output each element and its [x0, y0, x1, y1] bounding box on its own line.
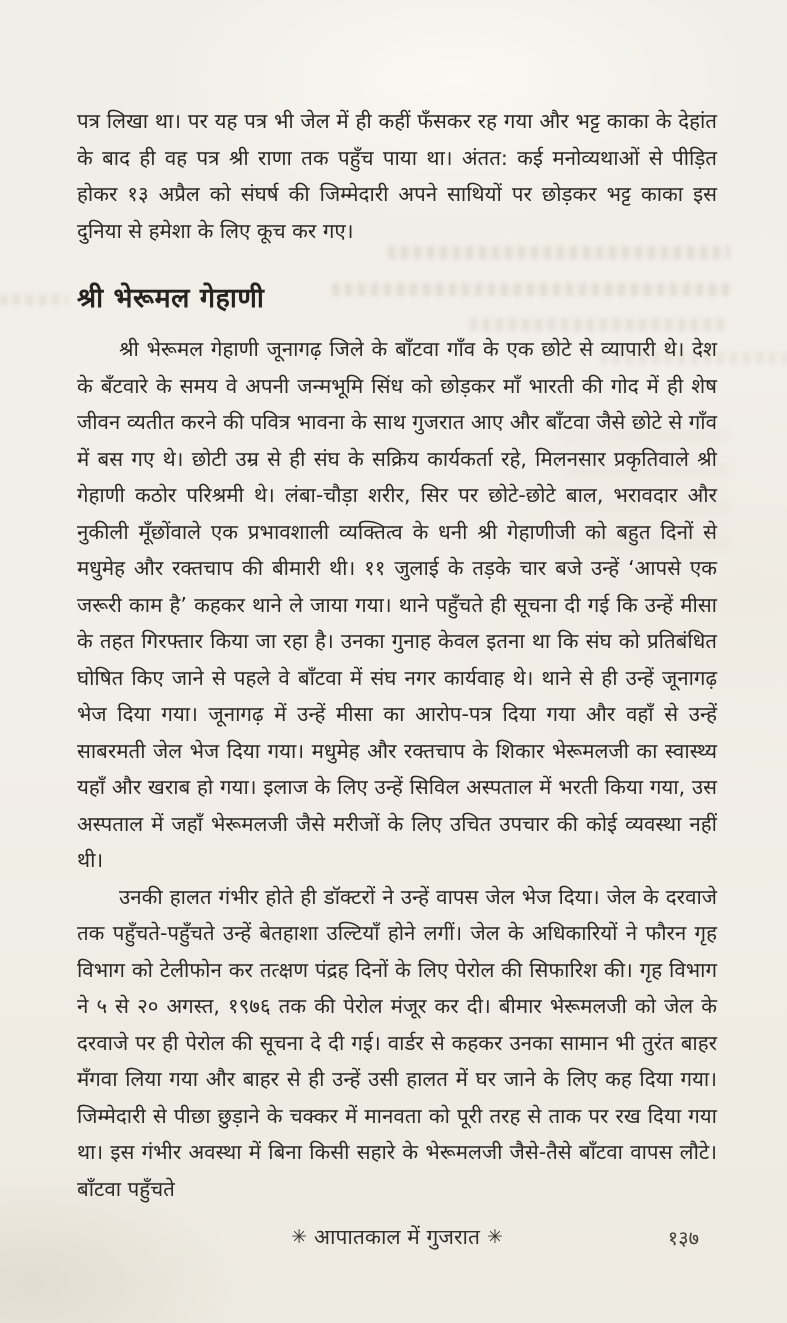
bleedthrough-artifact: [388, 246, 730, 259]
running-title-text: आपातकाल में गुजरात: [314, 1225, 480, 1249]
page-footer: [77, 1221, 717, 1259]
bleedthrough-artifact: [560, 430, 730, 550]
bleedthrough-artifact: [470, 318, 730, 331]
running-title: [77, 1221, 717, 1254]
page-number: १३७: [667, 1226, 699, 1250]
asterisk-icon: ✳: [291, 1226, 308, 1248]
bleedthrough-artifact: [0, 294, 68, 305]
section-paragraph-1: श्री भेरूमल गेहाणी जूनागढ़ जिले के बाँटवा गाँव के एक छोटे से व्यापारी थे। देश के बँटवारे के समय वे अपनी जन्मभूमि सिंध को छोड़कर माँ भारती की गोद में ही शेष जीवन व्यतीत करने की पवित्र भावना के साथ गुजरात आए और बाँटवा जैसे छोटे से गाँव में बस गए थे। छोटी उम्र से ही संघ के सक्रिय कार्यकर्ता रहे, मिलनसार प्रकृतिवाले श्री गेहाणी कठोर परिश्रमी थे। लंबा-चौड़ा शरीर, सिर पर छोटे-छोटे बाल, भरावदार और नुकीली मूँछोंवाले एक प्रभावशाली व्यक्तित्व के धनी श्री गेहाणीजी को बहुत दिनों से मधुमेह और रक्तचाप की बीमारी थी। ११ जुलाई के तड़के चार बजे उन्हें ‘आपसे एक जरूरी काम है’ कहकर थाने ले जाया गया। थाने पहुँचते ही सूचना दी गई कि उन्हें मीसा के तहत गिरफ्तार किया जा रहा है। उनका गुनाह केवल इतना था कि संघ को प्रतिबंधित घोषित किए जाने से पहले वे बाँटवा में संघ नगर कार्यवाह थे। थाने से ही उन्हें जूनागढ़ भेज दिया गया। जूनागढ़ में उन्हें मीसा का आरोप-पत्र दिया गया और वहाँ से उन्हें साबरमती जेल भेज दिया गया। मधुमेह और रक्तचाप के शिकार भेरूमलजी का स्वास्थ्य यहाँ और खराब हो गया। इलाज के लिए उन्हें सिविल अस्पताल में भरती किया गया, उस अस्पताल में जहाँ भेरूमलजी जैसे मरीजों के लिए उचित उपचार की कोई व्यवस्था नहीं थी।: [77, 337, 717, 872]
asterisk-icon: ✳: [486, 1226, 503, 1248]
bleedthrough-artifact: [600, 352, 787, 364]
opening-paragraph: पत्र लिखा था। पर यह पत्र भी जेल में ही कहीं फँसकर रह गया और भट्ट काका के देहांत के बाद ही वह पत्र श्री राणा तक पहुँच पाया था। अंतत: कई मनोव्यथाओं से पीड़ित होकर १३ अप्रैल को संघर्ष की जिम्मेदारी अपने साथियों पर छोड़कर भट्ट काका इस दुनिया से हमेशा के लिए कूच कर गए।: [77, 109, 717, 243]
page-text-block: [77, 103, 717, 1207]
bleedthrough-artifact: [332, 283, 730, 296]
section-paragraph-2: उनकी हालत गंभीर होते ही डॉक्टरों ने उन्हें वापस जेल भेज दिया। जेल के दरवाजे तक पहुँचते-पहुँचते उन्हें बेतहाशा उल्टियाँ होने लगीं। जेल के अधिकारियों ने फौरन गृह विभाग को टेलीफोन कर तत्क्षण पंद्रह दिनों के लिए पेरोल की सिफारिश की। गृह विभाग ने ५ से २० अगस्त, १९७६ तक की पेरोल मंजूर कर दी। बीमार भेरूमलजी को जेल के दरवाजे पर ही पेरोल की सूचना दे दी गई। वार्डर से कहकर उनका सामान भी तुरंत बाहर मँगवा लिया गया और बाहर से ही उन्हें उसी हालत में घर जाने के लिए कह दिया गया। जिम्मेदारी से पीछा छुड़ाने के चक्कर में मानवता को पूरी तरह से ताक पर रख दिया गया था। इस गंभीर अवस्था में बिना किसी सहारे के भेरूमलजी जैसे-तैसे बाँटवा वापस लौटे। बाँटवा पहुँचते: [77, 884, 717, 1201]
section-heading: श्री भेरूमल गेहाणी: [77, 283, 265, 314]
